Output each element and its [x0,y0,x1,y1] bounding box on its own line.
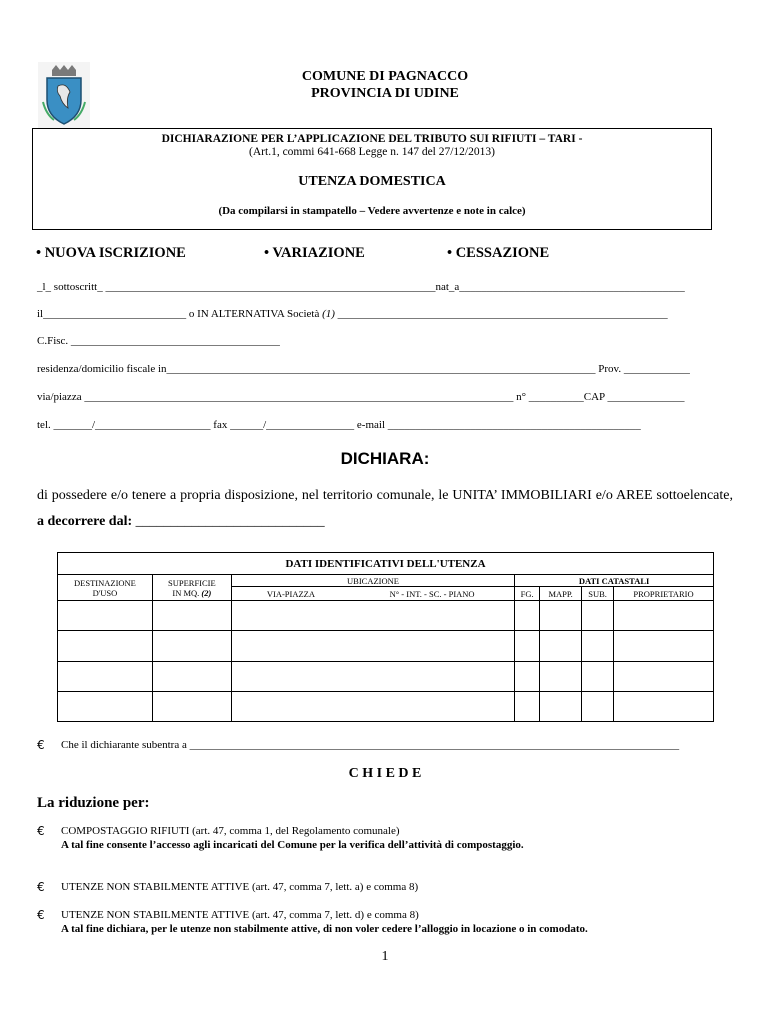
provincia-title: PROVINCIA DI UDINE [311,86,459,101]
legal-reference: (Art.1, commi 641-668 Legge n. 147 del 27/12/2013) [249,146,495,158]
decorrenza-field[interactable]: ___________________________ [132,514,325,529]
field-codice-fiscale[interactable]: C.Fisc. ______________________________________ [37,335,280,347]
option-cessazione[interactable]: • CESSAZIONE [447,245,550,261]
field-residenza[interactable]: residenza/domicilio fiscale in______________________________________________________________________________ Prov. ____________ [37,363,690,375]
euro-checkbox-icon[interactable]: € [37,738,45,752]
table-row[interactable] [58,691,714,721]
col-via-piazza: VIA-PIAZZA [231,587,350,601]
item-non-attive-d: UTENZE NON STABILMENTE ATTIVE (art. 47, comma 7, lett. d) e comma 8) [61,909,419,921]
page-number: 1 [381,949,389,964]
col-proprietario: PROPRIETARIO [614,587,714,601]
chiede-heading: C H I E D E [348,766,422,781]
table-title: DATI IDENTIFICATIVI DELL'UTENZA [58,553,714,575]
item-compostaggio: COMPOSTAGGIO RIFIUTI (art. 47, comma 1, del Regolamento comunale) [61,825,400,837]
table-row[interactable] [58,661,714,691]
col-numero: N° - INT. - SC. - PIANO [350,587,515,601]
col-dati-catastali: DATI CATASTALI [515,575,714,587]
bullet-icon: • [36,245,42,261]
table-row[interactable] [58,631,714,661]
bullet-icon: • [447,245,453,261]
bullet-icon: • [264,245,270,261]
form-header-box [32,128,712,230]
form-type-title: UTENZA DOMESTICA [298,174,446,189]
option-nuova-iscrizione[interactable]: • NUOVA ISCRIZIONE [36,245,186,261]
item-non-attive-d-note: A tal fine dichiara, per le utenze non stabilmente attive, di non voler cedere l’alloggio in locazione o in comodato. [61,923,588,935]
col-ubicazione: UBICAZIONE [231,575,514,587]
utenza-table [57,552,714,722]
compile-note: (Da compilarsi in stampatello – Vedere avvertenze e note in calce) [218,205,526,217]
dichiara-heading: DICHIARA: [340,449,430,468]
comune-title: COMUNE DI PAGNACCO [301,69,469,84]
col-fg: FG. [515,587,540,601]
item-non-attive-a: UTENZE NON STABILMENTE ATTIVE (art. 47, comma 7, lett. a) e comma 8) [61,881,419,893]
item-compostaggio-note: A tal fine consente l’accesso agli incaricati del Comune per la verifica dell’attività di compostaggio. [61,839,524,851]
euro-checkbox-icon[interactable]: € [37,824,45,838]
euro-checkbox-icon[interactable]: € [37,908,45,922]
field-indirizzo[interactable]: via/piazza ______________________________________________________________________________ n° __________CAP ______________ [37,391,685,403]
field-data-nascita-societa[interactable]: il__________________________ o IN ALTERNATIVA Società (1) ____________________________________________________________ [37,308,668,320]
col-superficie: SUPERFICIE IN MQ. (2) [152,575,231,601]
option-variazione[interactable]: • VARIAZIONE [264,245,365,261]
subentra-field[interactable]: Che il dichiarante subentra a _________________________________________________________________________________________ [61,739,680,751]
euro-checkbox-icon[interactable]: € [37,880,45,894]
col-sub: SUB. [582,587,614,601]
col-mapp: MAPP. [540,587,582,601]
form-title-line: DICHIARAZIONE PER L’APPLICAZIONE DEL TRIBUTO SUI RIFIUTI – TARI - [161,133,583,145]
col-destinazione: DESTINAZIONE D'USO [58,575,153,601]
dichiarazione-paragraph: di possedere e/o tenere a propria disposizione, nel territorio comunale, le UNITA’ IMMOBILIARI e/o AREE sottoelencate, a decorrere dal: ___________________________ [37,488,733,529]
field-contatti[interactable]: tel. _______/_____________________ fax ______/________________ e-mail ______________________________________________ [37,419,641,431]
table-row[interactable] [58,601,714,631]
riduzione-heading: La riduzione per: [37,795,150,811]
field-sottoscritto[interactable]: _l_ sottoscritt_ ____________________________________________________________nat_a_________________________________________ [37,281,685,293]
